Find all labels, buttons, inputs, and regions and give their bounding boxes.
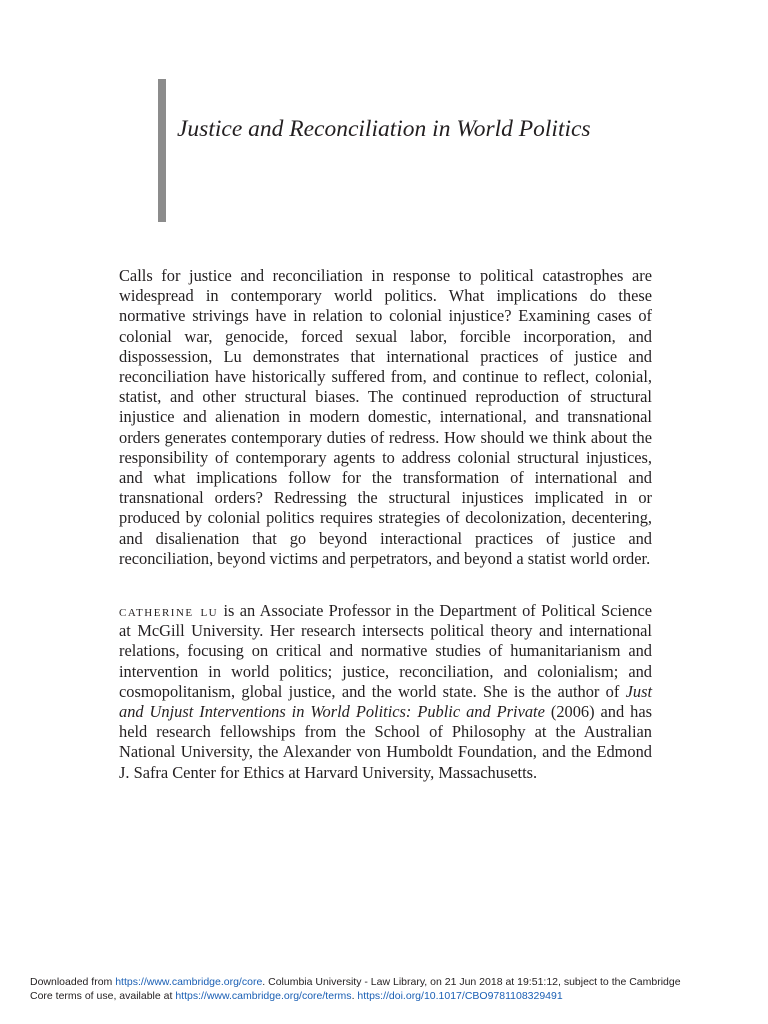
author-bio-text-2: (2006) and has held research fellowships from the School of Philosophy at the Australian National University, the Alexander von Humboldt Foundation, and the Edmond J. Safra Center for Ethics at Harvard University, Massachusetts. xyxy=(119,702,652,782)
author-bio-text-1: is an Associate Professor in the Department of Political Science at McGill University. Her research intersects political theory and international relations, focusing on critical and normative studies of humanitarianism and intervention in world politics; justice, reconciliation, and colonialism; and cosmopolitanism, global justice, and the world state. She is the author of xyxy=(119,601,652,701)
title-accent-bar xyxy=(158,79,166,222)
footer-terms-prefix: Core terms of use, available at xyxy=(30,990,176,1002)
core-link[interactable]: https://www.cambridge.org/core xyxy=(115,976,263,988)
book-title: Justice and Reconciliation in World Politics xyxy=(177,116,591,142)
footer-downloaded-from: Downloaded from xyxy=(30,976,116,988)
author-bio xyxy=(119,601,652,783)
footer-line-2 xyxy=(30,989,768,1003)
previous-book-title: Just and Unjust Interventions in World Politics: Public and Private xyxy=(119,681,652,722)
doi-link[interactable]: https://doi.org/10.1017/CBO9781108329491 xyxy=(357,990,563,1002)
download-footer xyxy=(30,975,768,1003)
terms-link[interactable]: https://www.cambridge.org/core/terms xyxy=(175,990,352,1002)
author-name: catherine lu xyxy=(119,601,219,620)
footer-access-info: . Columbia University - Law Library, on 21 Jun 2018 at 19:51:12, subject to the Cambridge xyxy=(262,976,681,988)
footer-line-1 xyxy=(30,975,768,989)
footer-separator: . xyxy=(351,990,358,1002)
book-description: Calls for justice and reconciliation in response to political catastrophes are widespread in contemporary world politics. What implications do these normative strivings have in relation to colonial injustice? Examining cases of colonial war, genocide, forced sexual labor, forcible incorporation, and dispossession, Lu demonstrates that international practices of justice and reconciliation have historically suffered from, and continue to reflect, colonial, statist, and other structural biases. The continued reproduction of structural injustice and alienation in modern domestic, international, and transnational orders generates contemporary duties of redress. How should we think about the responsibility of contemporary agents to address colonial structural injustices, and what implications follow for the transformation of international and transnational orders? Redressing the structural injustices implicated in or produced by colonial politics requires strategies of decolonization, decentering, and disalienation that go beyond interactional practices of justice and reconciliation, beyond victims and perpetrators, and beyond a statist world order. xyxy=(119,266,652,568)
